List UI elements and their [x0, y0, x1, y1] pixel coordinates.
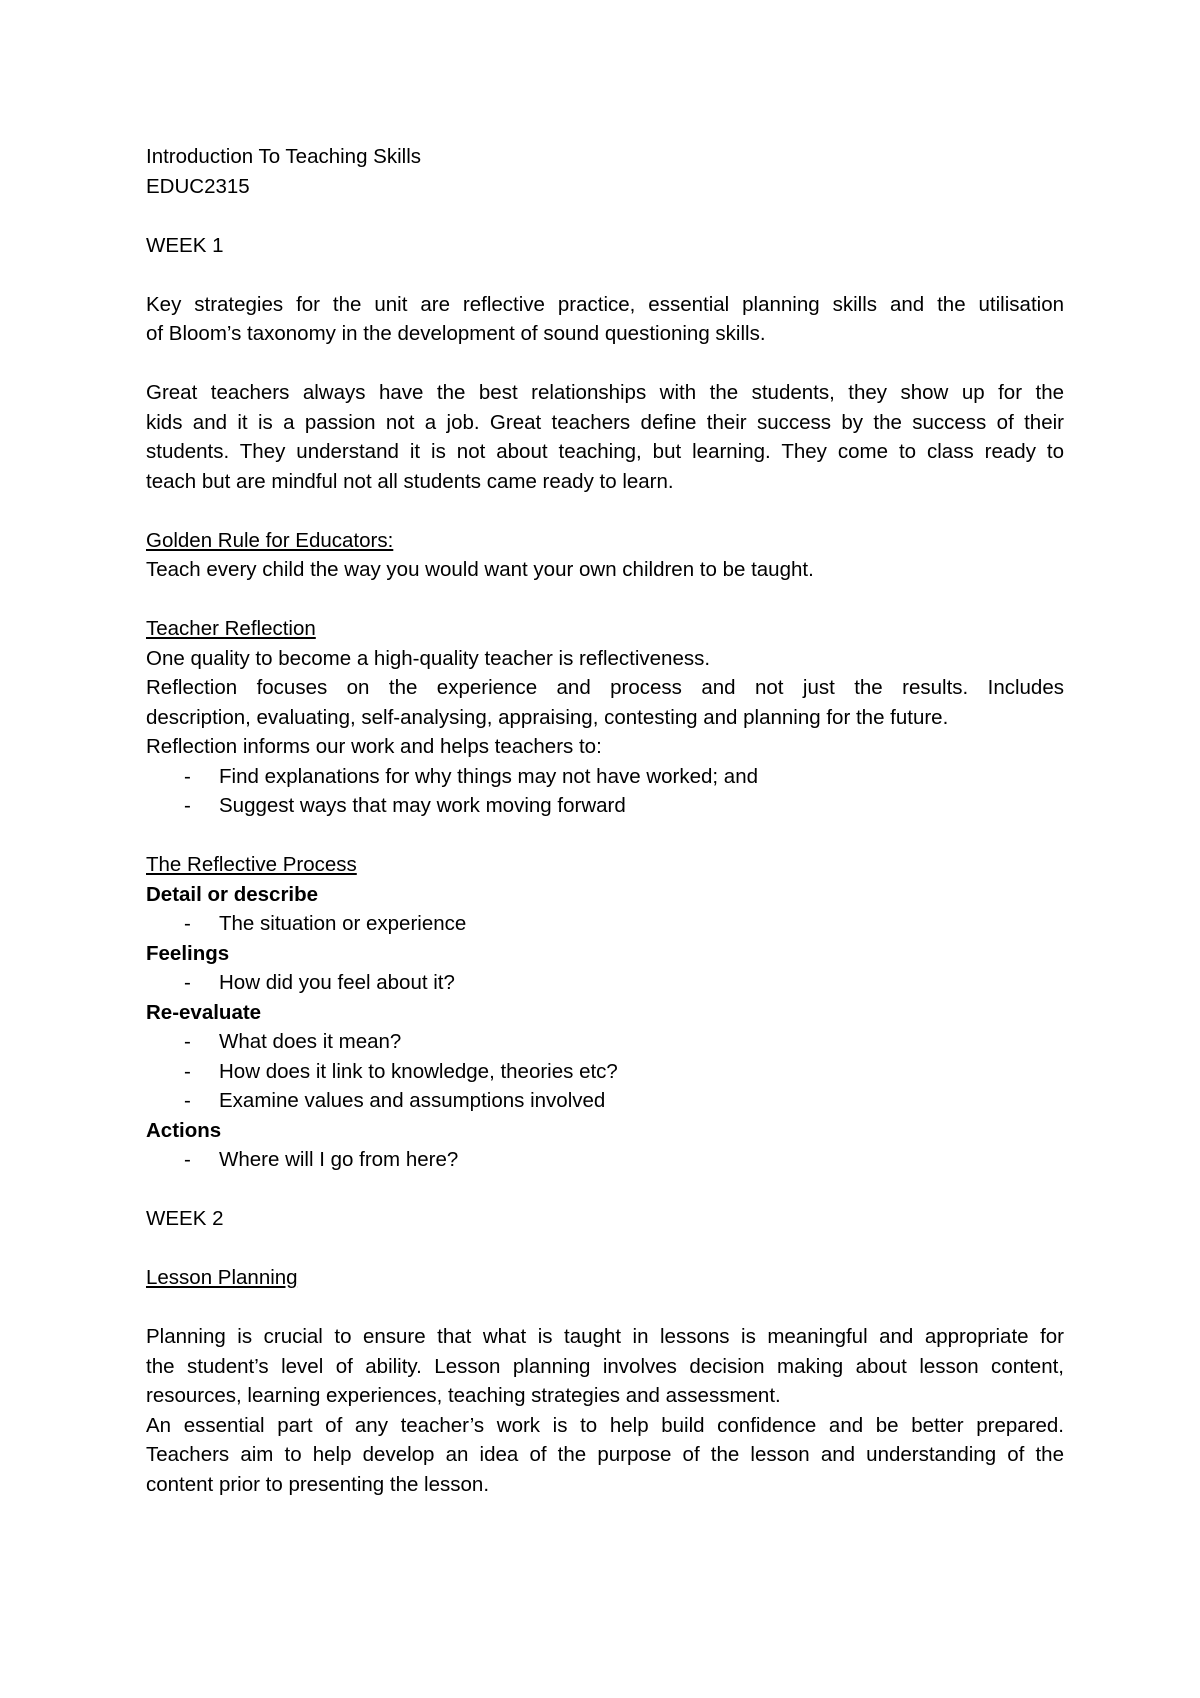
reflection-text: One quality to become a high-quality teacher is reflectiveness.: [146, 646, 711, 670]
golden-rule-text: Teach every child the way you would want your own children to be taught.: [146, 558, 814, 581]
intro-line: of Bloom’s taxonomy in the development of sound questioning skills.: [146, 322, 766, 345]
reflection-text: Reflection informs our work and helps teachers to:: [146, 735, 602, 758]
week2-heading: WEEK 2: [146, 1207, 224, 1230]
list-item: - Examine values and assumptions involved: [184, 1089, 606, 1112]
lesson-planning-line: the student’s level of ability. Lesson planning involves decision making about lesson content,: [146, 1354, 1064, 1378]
list-item: - Find explanations for why things may not have worked; and: [184, 764, 758, 788]
course-code: EDUC2315: [146, 174, 250, 198]
process-step-title: Feelings: [146, 941, 230, 965]
document-page: [146, 142, 1064, 1499]
golden-rule-heading: Golden Rule for Educators:: [146, 528, 394, 552]
week1-heading: WEEK 1: [146, 233, 224, 257]
reflective-process-heading: The Reflective Process: [146, 853, 357, 876]
lesson-planning-line: content prior to presenting the lesson.: [146, 1472, 490, 1496]
lesson-planning-line: Planning is crucial to ensure that what is taught in lessons is meaningful and appropriate for: [146, 1325, 1064, 1348]
list-item: - How does it link to knowledge, theories etc?: [184, 1059, 618, 1083]
list-item: - Suggest ways that may work moving forward: [184, 794, 626, 817]
process-step-title: Re-evaluate: [146, 1000, 262, 1024]
teacher-reflection-heading: Teacher Reflection: [146, 617, 316, 640]
intro-line: Key strategies for the unit are reflective practice, essential planning skills and the utilisation: [146, 292, 1064, 316]
reflection-text: description, evaluating, self-analysing, appraising, contesting and planning for the future.: [146, 705, 949, 729]
process-step-title: Detail or describe: [146, 882, 319, 906]
great-teachers-line: Great teachers always have the best relationships with the students, they show up for the: [146, 381, 1064, 404]
list-item: - The situation or experience: [184, 912, 467, 935]
document-title: Introduction To Teaching Skills: [146, 145, 422, 168]
lesson-planning-line: resources, learning experiences, teaching strategies and assessment.: [146, 1384, 781, 1407]
lesson-planning-line: Teachers aim to help develop an idea of the purpose of the lesson and understanding of the: [146, 1443, 1064, 1466]
list-item: - What does it mean?: [184, 1030, 402, 1053]
process-step-title: Actions: [146, 1118, 222, 1142]
reflection-text: Reflection focuses on the experience and process and not just the results. Includes: [146, 676, 1064, 699]
great-teachers-line: students. They understand it is not about teaching, but learning. They come to class ready to: [146, 440, 1064, 463]
lesson-planning-line: An essential part of any teacher’s work is to help build confidence and be better prepared.: [146, 1413, 1064, 1437]
lesson-planning-heading: Lesson Planning: [146, 1266, 298, 1289]
list-item: - Where will I go from here?: [184, 1148, 459, 1171]
list-item: - How did you feel about it?: [184, 971, 455, 994]
great-teachers-line: teach but are mindful not all students came ready to learn.: [146, 469, 674, 493]
great-teachers-line: kids and it is a passion not a job. Great teachers define their success by the success of their: [146, 410, 1064, 434]
